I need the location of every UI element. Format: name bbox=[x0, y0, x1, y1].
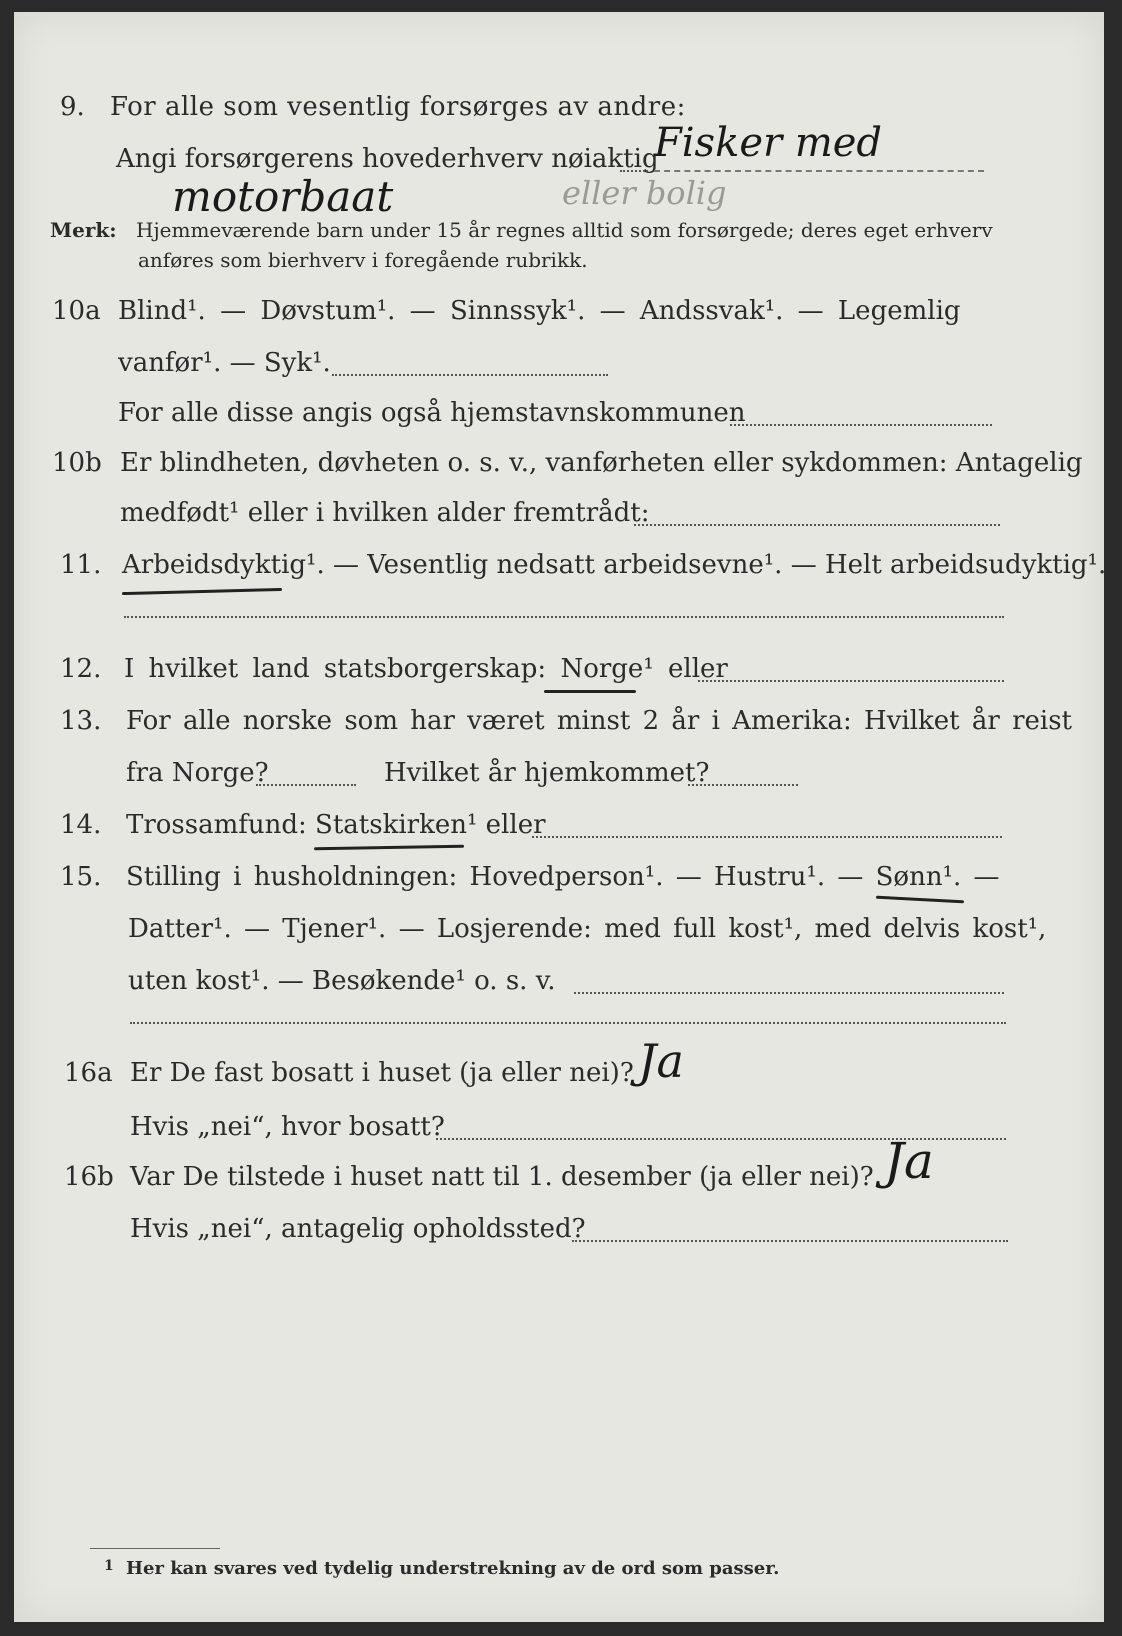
q10b-number: 10b bbox=[52, 448, 102, 478]
q13-fill-line-2 bbox=[688, 784, 798, 786]
q16a-label-2: Hvis „nei“, hvor bosatt? bbox=[130, 1112, 445, 1142]
q11-label: Arbeidsdyktig¹. — Vesentlig nedsatt arbeidsevne¹. — Helt arbeidsudyktig¹. bbox=[122, 550, 1107, 580]
q15-fill-line-2 bbox=[130, 1022, 1006, 1024]
q13-label-1: For alle norske som har været minst 2 år i Amerika: Hvilket år reist bbox=[126, 706, 1072, 736]
q16b-label-1: Var De tilstede i huset natt til 1. desember (ja eller nei)? bbox=[130, 1162, 874, 1192]
q13-fill-line-1 bbox=[256, 784, 356, 786]
footnote-text: Her kan svares ved tydelig understrekning av de ord som passer. bbox=[126, 1558, 780, 1579]
q16a-handwritten-answer: Ja bbox=[638, 1034, 684, 1088]
q10b-label-1: Er blindheten, døvheten o. s. v., vanførheten eller sykdommen: Antagelig bbox=[120, 448, 1083, 478]
q9-handwritten-answer-1: Fisker med bbox=[654, 120, 883, 166]
q10a-label-2: vanfør¹. — Syk¹. bbox=[118, 348, 331, 378]
footnote-mark: 1 bbox=[104, 1558, 114, 1574]
q15-label-2: Datter¹. — Tjener¹. — Losjerende: med full kost¹, med delvis kost¹, bbox=[128, 914, 1047, 944]
q10b-label-2: medfødt¹ eller i hvilken alder fremtrådt: bbox=[120, 498, 650, 528]
q11-number: 11. bbox=[60, 550, 102, 580]
q10a-number: 10a bbox=[52, 296, 101, 326]
q12-fill-line bbox=[698, 680, 1004, 682]
q10a-label-3: For alle disse angis også hjemstavnskommunen bbox=[118, 398, 746, 428]
q14-fill-line bbox=[532, 836, 1002, 838]
q16a-label-1: Er De fast bosatt i huset (ja eller nei)? bbox=[130, 1058, 634, 1088]
q12-number: 12. bbox=[60, 654, 102, 684]
q15-number: 15. bbox=[60, 862, 102, 892]
q9-label: For alle som vesentlig forsørges av andre: bbox=[110, 92, 686, 122]
q15-label-1: Stilling i husholdningen: Hovedperson¹. — Hustru¹. — Sønn¹. — bbox=[126, 862, 1000, 892]
q14-underline-mark bbox=[314, 845, 464, 851]
q11-fill-line bbox=[124, 616, 1004, 618]
q9-number: 9. bbox=[60, 92, 85, 122]
q10a-label-1: Blind¹. — Døvstum¹. — Sinnssyk¹. — Andssvak¹. — Legemlig bbox=[118, 296, 961, 326]
q16b-fill-line bbox=[572, 1240, 1008, 1242]
q9-label-2: Angi forsørgerens hovederhverv nøiaktig bbox=[116, 144, 659, 174]
q9-answer-line bbox=[654, 170, 984, 172]
q12-label: I hvilket land statsborgerskap: Norge¹ eller bbox=[124, 654, 728, 684]
q13-number: 13. bbox=[60, 706, 102, 736]
q16b-handwritten-answer: Ja bbox=[884, 1132, 934, 1190]
q16b-label-2: Hvis „nei“, antagelig opholdssted? bbox=[130, 1214, 586, 1244]
q16a-number: 16a bbox=[64, 1058, 113, 1088]
q14-label: Trossamfund: Statskirken¹ eller bbox=[126, 810, 546, 840]
q13-label-2b: Hvilket år hjemkommet? bbox=[384, 758, 710, 788]
q9-handwritten-answer-2: motorbaat bbox=[172, 172, 394, 221]
q12-underline-mark bbox=[544, 690, 636, 693]
merk-label: Merk: bbox=[50, 218, 117, 242]
q15-label-3: uten kost¹. — Besøkende¹ o. s. v. bbox=[128, 966, 556, 996]
footnote-rule bbox=[90, 1548, 220, 1549]
q10b-fill-line bbox=[634, 524, 1000, 526]
q16b-number: 16b bbox=[64, 1162, 114, 1192]
merk-text-1: Hjemmeværende barn under 15 år regnes alltid som forsørgede; deres eget erhverv bbox=[136, 218, 993, 242]
q10a-fill-line-2 bbox=[730, 424, 992, 426]
q15-underline-mark bbox=[876, 896, 964, 904]
q13-label-2a: fra Norge? bbox=[126, 758, 269, 788]
q9-faint-answer: eller bolig bbox=[562, 174, 727, 212]
form-page bbox=[14, 12, 1107, 1622]
q14-number: 14. bbox=[60, 810, 102, 840]
q10a-fill-line-1 bbox=[332, 374, 608, 376]
q11-underline-mark bbox=[122, 588, 282, 595]
merk-text-2: anføres som bierhverv i foregående rubrikk. bbox=[138, 248, 588, 272]
q15-fill-line-1 bbox=[574, 992, 1004, 994]
q9-fill-line bbox=[620, 170, 648, 172]
